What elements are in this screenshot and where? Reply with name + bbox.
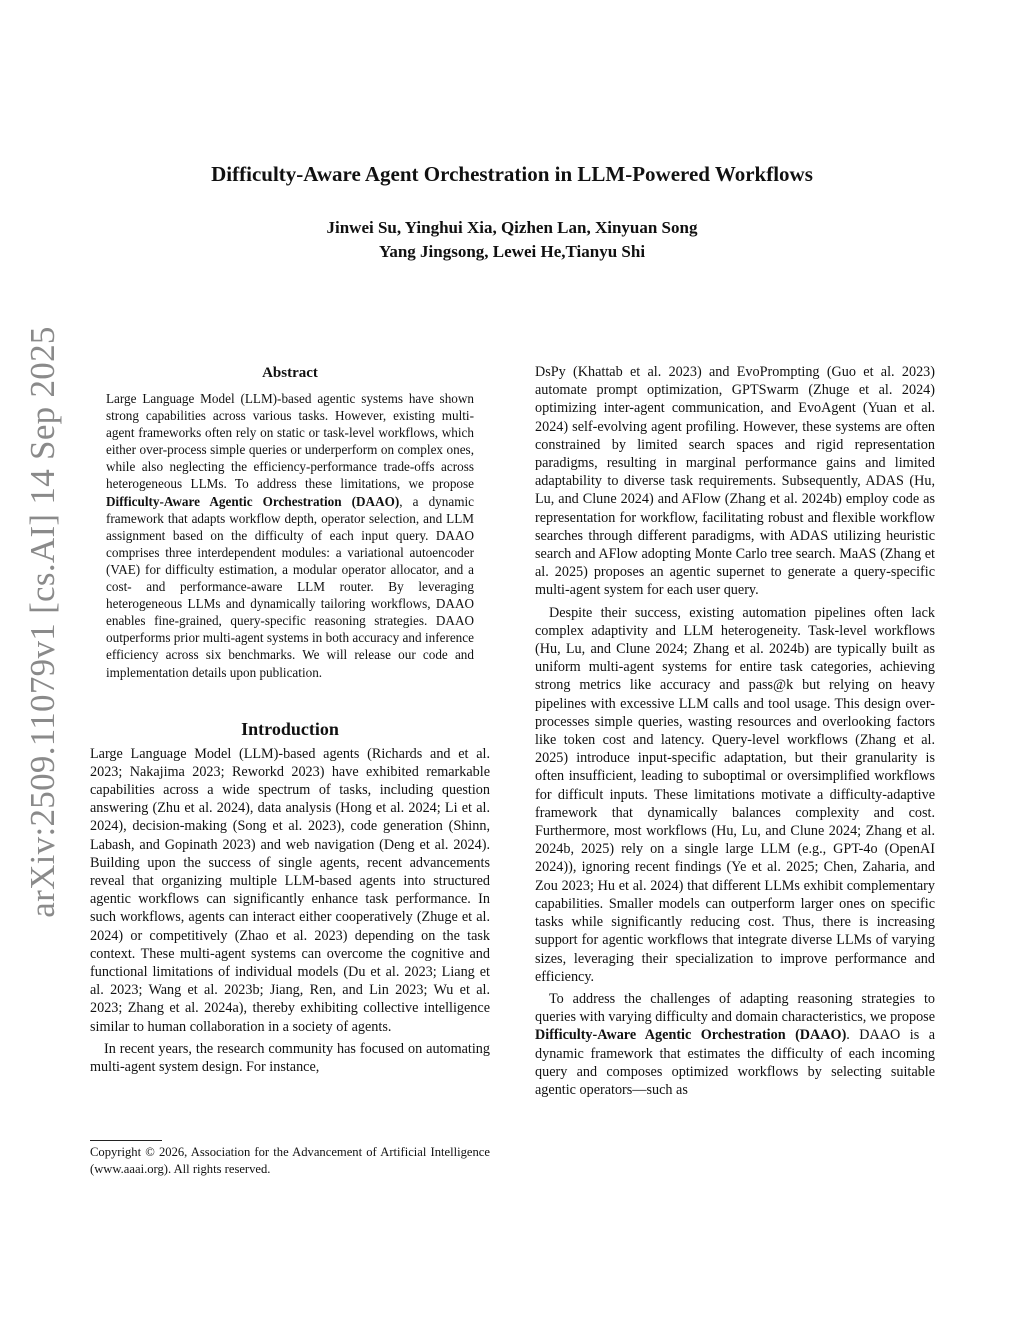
copyright-footnote: Copyright © 2026, Association for the Advancement of Artificial Intelligence (www.aaai.org). All rights reserved. (90, 1145, 490, 1176)
abstract-text-part-1: Large Language Model (LLM)-based agentic systems have shown strong capabilities across various tasks. However, existing multi-agent frameworks often rely on static or task-level workflows, which either over-process simple queries or underperform on complex ones, while also neglecting the efficiency-performance trade-offs across heterogeneous LLMs. To address these limitations, we propose (106, 391, 474, 492)
intro-paragraph-2: In recent years, the research community has focused on automating multi-agent system design. For instance, (90, 1040, 490, 1076)
intro-paragraph-4-part-2: . DAAO is a dynamic framework that estimates the difficulty of each incoming query and composes optimized workflows by selecting suitable agentic operators—such as (535, 1027, 935, 1098)
footnote-divider (90, 1140, 162, 1141)
author-list (90, 216, 934, 264)
right-column (535, 363, 935, 1099)
left-column (90, 363, 490, 1076)
abstract-bold-term: Difficulty-Aware Agentic Orchestration (DAAO) (106, 493, 400, 509)
introduction-heading: Introduction (241, 718, 339, 739)
arxiv-identifier-stamp: arXiv:2509.11079v1 [cs.AI] 14 Sep 2025 (23, 326, 62, 918)
intro-paragraph-4-bold: Difficulty-Aware Agentic Orchestration (DAAO) (535, 1027, 847, 1044)
intro-paragraph-1: Large Language Model (LLM)-based agents (Richards and et al. 2023; Nakajima 2023; Reworkd 2023) have exhibited remarkable capabilities across a wide spectrum of tasks, including question answering (Zhu et al. 2024), data analysis (Hong et al. 2024; Li et al. 2024), decision-making (Song et al. 2023), code generation (Shinn, Labash, and Gopinath 2023) and web navigation (Deng et al. 2024). Building upon the success of single agents, recent advancements reveal that organizing multiple LLM-based agents into structured agentic workflows can significantly enhance task performance. In such workflows, agents can interact either cooperatively (Zhuge et al. 2024) or competitively (Zhao et al. 2023) depending on the task context. These multi-agent systems can overcome the cognitive and functional limitations of individual models (Du et al. 2023; Liang et al. 2023; Wang et al. 2023b; Jiang, Ren, and Lin 2023; Wu et al. 2023; Zhang et al. 2024a), thereby exhibiting collective intelligence similar to human collaboration in a society of agents. (90, 745, 490, 1035)
authors-line-1: Jinwei Su, Yinghui Xia, Qizhen Lan, Xinyuan Song (326, 218, 698, 237)
paper-title: Difficulty-Aware Agent Orchestration in LLM-Powered Workflows (211, 162, 813, 186)
abstract-text-part-2: , a dynamic framework that adapts workflow depth, operator selection, and LLM assignment based on the difficulty of each input query. DAAO comprises three interdependent modules: a variational autoencoder (VAE) for difficulty estimation, a modular operator allocator, and a cost- and performance-aware LLM router. By leveraging heterogeneous LLMs and dynamically tailoring workflows, DAAO enables fine-grained, query-specific reasoning strategies. DAAO outperforms prior multi-agent systems in both accuracy and inference efficiency across six benchmarks. We will release our code and implementation details upon publication. (106, 493, 474, 680)
abstract-text (106, 390, 474, 681)
intro-paragraph-3: Despite their success, existing automation pipelines often lack complex adaptivity and LLM heterogeneity. Task-level workflows (Hu, Lu, and Clune 2024; Zhang et al. 2024b) are typically built as uniform multi-agent systems for entire task categories, achieving strong metrics like accuracy and pass@k but relying on heavy pipelines with excessive LLM calls and tool usage. This design over-processes simple queries, wasting resources and overlooking factors like token cost and latency. Query-level workflows (Zhang et al. 2025) introduce input-specific adaptation, but their granularity is often insufficient, leading to suboptimal or oversimplified workflows for difficult inputs. These limitations motivate a difficulty-adaptive framework that dynamically balances complexity and cost. Furthermore, most workflows (Hu, Lu, and Clune 2024; Zhang et al. 2024b, 2025) rely on a single large LLM (e.g., GPT-4o (OpenAI 2024)), ignoring recent findings (Ye et al. 2025; Chen, Zaharia, and Zou 2023; Hu et al. 2024) that different LLMs exhibit complementary capabilities. Smaller models can outperform larger ones on specific tasks while significantly reducing cost. Thus, there is increasing support for agentic workflows that integrate diverse LLMs of varying sizes, leveraging their specialization to improve performance and efficiency. (535, 604, 935, 985)
authors-line-2: Yang Jingsong, Lewei He,Tianyu Shi (378, 242, 646, 261)
intro-paragraph-2-continued: DsPy (Khattab et al. 2023) and EvoPrompting (Guo et al. 2023) automate prompt optimization, GPTSwarm (Zhuge et al. 2024) optimizing inter-agent communication, and EvoAgent (Yuan et al. 2024) self-evolving agent profiling. However, these systems are often constrained by limited search spaces and rigid representation paradigms, resulting in marginal performance gains and limited adaptability to diverse task requirements. Subsequently, ADAS (Hu, Lu, and Clune 2024) and AFlow (Zhang et al. 2024b) employ code as representation for workflow, facilitating robust and flexible workflow searches through different paradigms, with ADAS utilizing heuristic search and AFlow adopting Monte Carlo tree search. MaAS (Zhang et al. 2025) proposes an agentic supernet to generate a query-specific multi-agent system for each user query. (535, 364, 935, 599)
abstract-heading: Abstract (262, 365, 318, 381)
intro-paragraph-4 (535, 990, 935, 1099)
intro-paragraph-4-part-1: To address the challenges of adapting reasoning strategies to queries with varying difficulty and domain characteristics, we propose (535, 990, 935, 1026)
